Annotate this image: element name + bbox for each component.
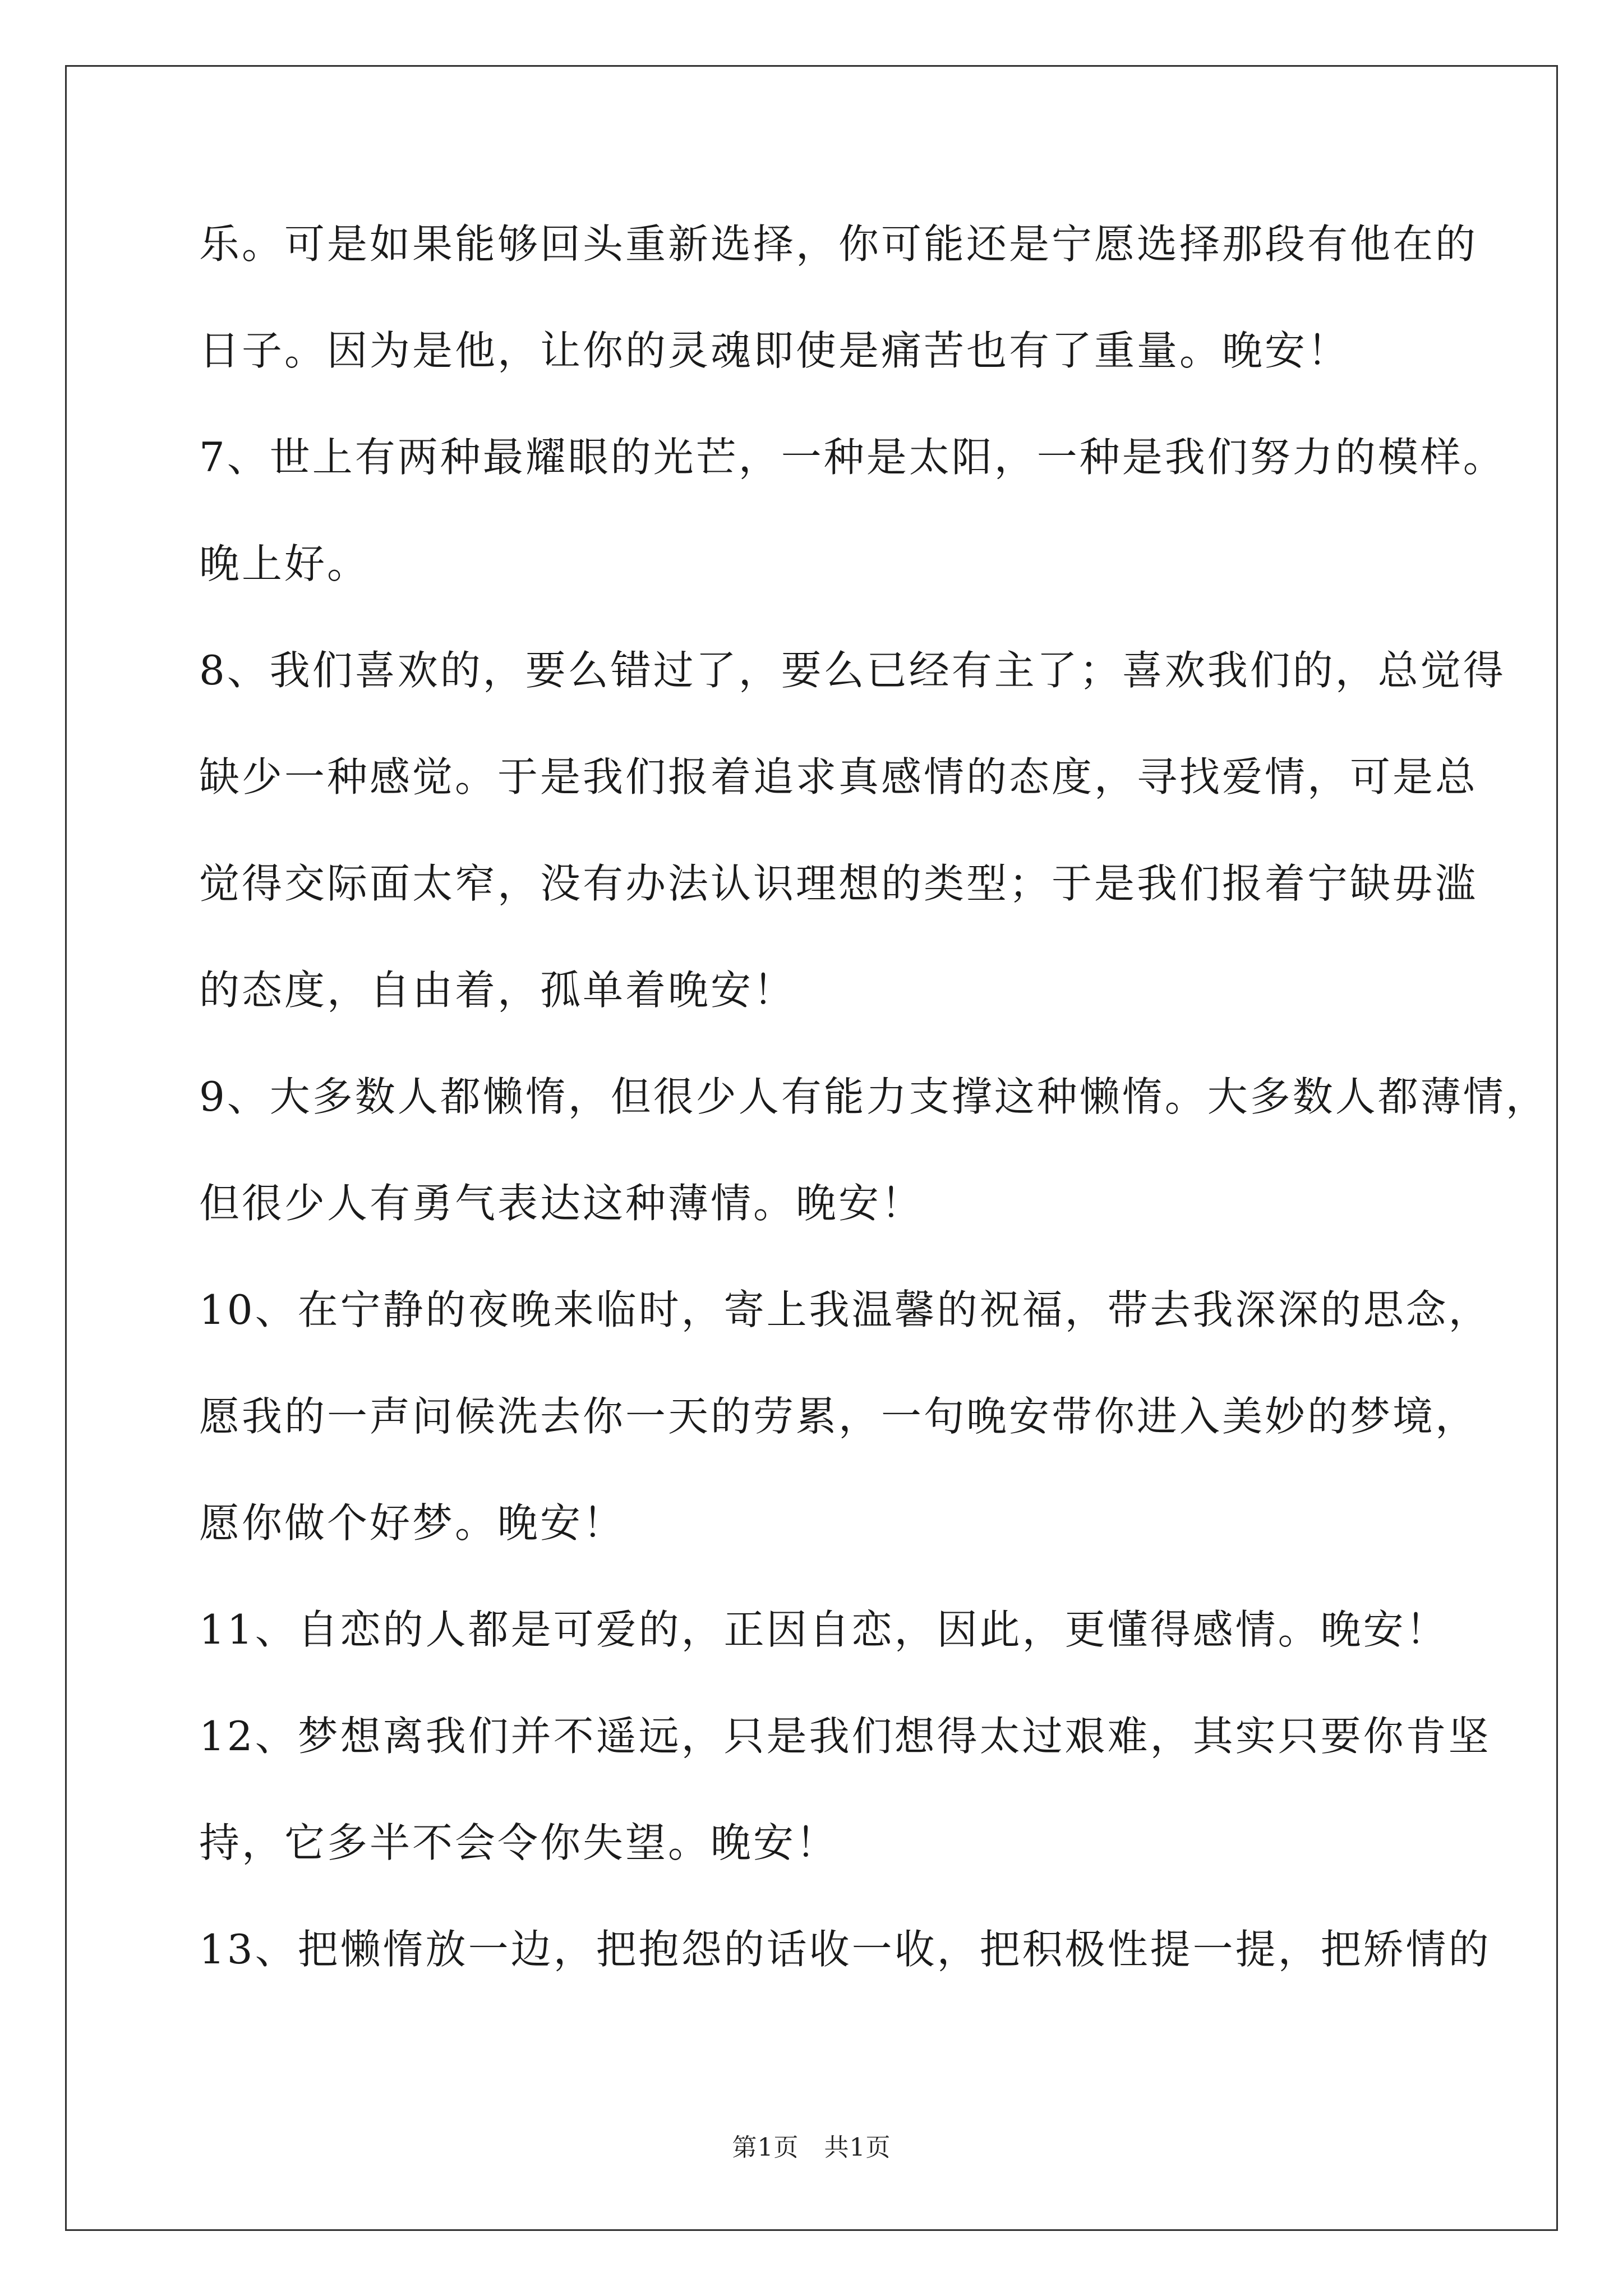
text-line: 的态度，自由着，孤单着晚安！ [199, 967, 796, 1014]
text-line: 但很少人有勇气表达这种薄情。晚安！ [199, 1180, 924, 1227]
text-line: 11、自恋的人都是可爱的，正因自恋，因此，更懂得感情。晚安！ [199, 1606, 1449, 1653]
text-line: 12、梦想离我们并不遥远，只是我们想得太过艰难，其实只要你肯坚 [199, 1713, 1491, 1760]
text-line: 8、我们喜欢的，要么错过了，要么已经有主了；喜欢我们的，总觉得 [199, 647, 1506, 694]
text-line: 13、把懒惰放一边，把抱怨的话收一收，把积极性提一提，把矫情的 [199, 1926, 1491, 1973]
text-line: 晚上好。 [199, 540, 370, 587]
text-line: 持，它多半不会令你失望。晚安！ [199, 1819, 839, 1866]
page-footer: 第1页 共1页 [732, 2133, 891, 2162]
text-line: 愿你做个好梦。晚安！ [199, 1499, 626, 1547]
text-line: 10、在宁静的夜晚来临时，寄上我温馨的祝福，带去我深深的思念， [199, 1286, 1491, 1333]
text-line: 7、世上有两种最耀眼的光芒，一种是太阳，一种是我们努力的模样。 [199, 434, 1506, 481]
text-line: 9、大多数人都懒惰，但很少人有能力支撑这种懒惰。大多数人都薄情， [199, 1073, 1548, 1120]
document-body [199, 213, 1548, 2025]
text-line: 日子。因为是他，让你的灵魂即使是痛苦也有了重量。晚安！ [199, 327, 1350, 374]
text-line: 愿我的一声问候洗去你一天的劳累，一句晚安带你进入美妙的梦境， [199, 1393, 1478, 1440]
text-line: 觉得交际面太窄，没有办法认识理想的类型；于是我们报着宁缺毋滥 [199, 860, 1478, 907]
text-line: 乐。可是如果能够回头重新选择，你可能还是宁愿选择那段有他在的 [199, 220, 1478, 268]
text-line: 缺少一种感觉。于是我们报着追求真感情的态度，寻找爱情，可是总 [199, 753, 1478, 800]
